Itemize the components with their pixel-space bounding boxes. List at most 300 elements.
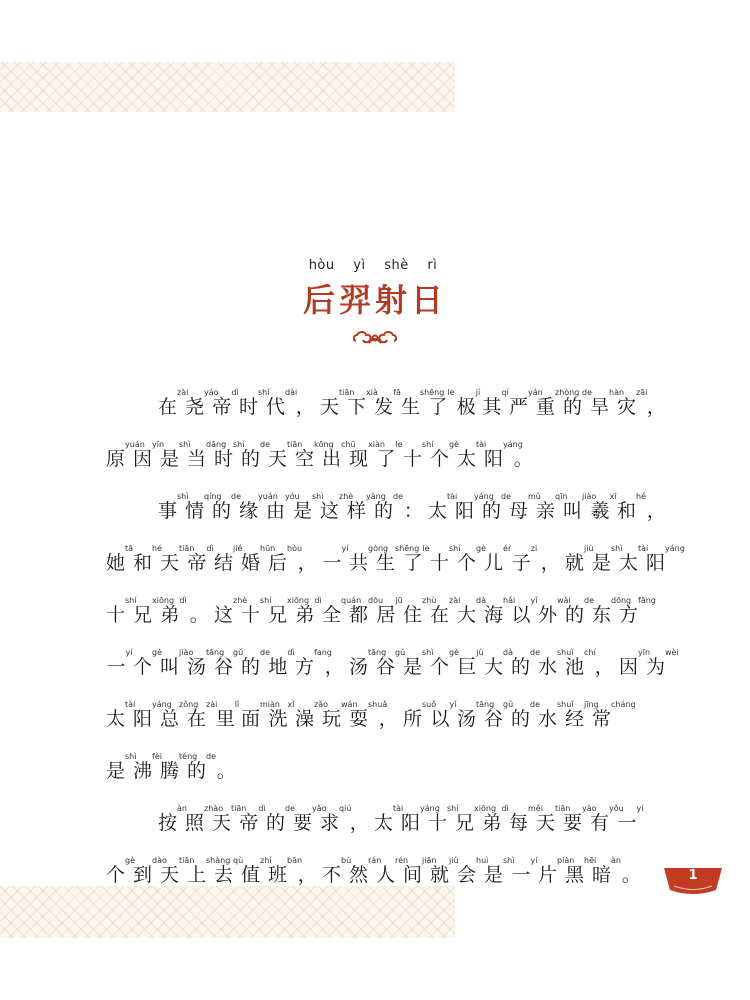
punctuation: ， [592, 648, 619, 679]
pinyin: tài [447, 492, 458, 501]
pinyin: yuán [258, 492, 278, 501]
punctuation: ， [347, 804, 374, 835]
pinyin: le [422, 544, 430, 553]
pinyin: hūn [260, 544, 276, 553]
pinyin: shí [422, 440, 434, 449]
hanzi-char: 有yǒu [590, 804, 624, 834]
hanzi-char: 弟dì [295, 596, 322, 626]
pinyin: xī [609, 492, 617, 501]
hanzi-char: 池chí [565, 648, 596, 678]
hanzi-char: 原yuán [106, 440, 145, 470]
pinyin: àn [611, 856, 621, 865]
hanzi-char: 太tài [619, 544, 649, 574]
pinyin: dì [501, 804, 509, 813]
hanzi-char: 到dào [133, 856, 167, 886]
pinyin [317, 544, 320, 553]
page-number: 1 [688, 868, 698, 883]
pinyin: wài [557, 596, 571, 605]
pinyin: huì [476, 856, 489, 865]
hanzi-char: 腾téng [160, 752, 198, 782]
hanzi-char: 亲qīn [536, 492, 568, 522]
pinyin: fā [393, 388, 401, 397]
pinyin: jiù [449, 856, 459, 865]
pinyin: àn [177, 804, 187, 813]
hanzi-char: 弟dì [482, 804, 509, 834]
hanzi-char: 旱hàn [590, 388, 625, 418]
pinyin: yí [636, 804, 644, 813]
hanzi-char: 阳yáng [401, 804, 440, 834]
pinyin: gǔ [395, 648, 406, 657]
hanzi-char: 子zi [511, 544, 538, 574]
punctuation: 。 [187, 596, 214, 627]
pinyin: xiōng [287, 596, 310, 605]
pinyin: tài [125, 700, 136, 709]
hanzi-char: 汤tāng [349, 648, 387, 678]
hanzi-char: 是shì [592, 544, 623, 574]
pinyin: yǒu [609, 804, 624, 813]
hanzi-char: 是shì [160, 440, 191, 470]
pinyin: chū [341, 440, 356, 449]
pinyin: rén [395, 856, 409, 865]
hanzi-char: 是shì [484, 856, 515, 886]
pinyin: le [447, 388, 455, 397]
pinyin [369, 804, 372, 813]
punctuation: 。 [619, 856, 646, 887]
pinyin [423, 492, 426, 501]
pinyin: jié [233, 544, 243, 553]
pinyin: gè [152, 648, 163, 657]
hanzi-char: 为wèi [646, 648, 679, 678]
pinyin: yán [528, 388, 543, 397]
pinyin [533, 440, 536, 449]
hanzi-char: 下xià [347, 388, 378, 418]
pinyin: zài [177, 388, 189, 397]
hanzi-char: 一yí [106, 648, 133, 678]
pinyin: shuǐ [557, 700, 574, 709]
pinyin [398, 700, 401, 709]
pinyin: dì [179, 596, 187, 605]
pinyin: dì [287, 648, 295, 657]
pinyin [614, 648, 617, 657]
pinyin: gǔ [503, 700, 514, 709]
pinyin: jīng [584, 700, 599, 709]
hanzi-char: 谷gǔ [214, 648, 244, 678]
hanzi-char: 兄xiōng [133, 596, 175, 626]
hanzi-char: 兄xiōng [268, 596, 310, 626]
pinyin: yǐ [449, 700, 457, 709]
hanzi-char: 天tiān [160, 544, 195, 574]
hanzi-char: 出chū [322, 440, 356, 470]
hanzi-char: 一yí [511, 856, 538, 886]
pinyin: gòng [368, 544, 389, 553]
hanzi-char: 的de [563, 388, 593, 418]
hanzi-char: 求qiú [320, 804, 352, 834]
hanzi-char: 叫jiào [563, 492, 597, 522]
pinyin: shì [503, 856, 515, 865]
hanzi-char: 耍shuǎ [349, 700, 388, 730]
pinyin: jiào [179, 648, 194, 657]
hanzi-char: 就jiù [430, 856, 459, 886]
pinyin: de [231, 492, 242, 501]
hanzi-char: 样yàng [347, 492, 386, 522]
hanzi-char: 她tā [106, 544, 134, 574]
hanzi-char: 重zhòng [536, 388, 580, 418]
pinyin: shì [611, 544, 623, 553]
hanzi-char: 不bù [322, 856, 352, 886]
punctuation: 。 [511, 440, 538, 471]
hanzi-char: 的de [511, 700, 541, 730]
pinyin: xiōng [152, 596, 175, 605]
pinyin: yáng [420, 804, 440, 813]
hanzi-char: 生shēng [401, 388, 445, 418]
pinyin: hé [636, 492, 647, 501]
text-line [106, 752, 646, 804]
pinyin [315, 388, 318, 397]
pinyin: dì [258, 804, 266, 813]
pinyin: dà [476, 596, 486, 605]
hanzi-char: 全quán [322, 596, 362, 626]
punctuation: ： [401, 492, 428, 523]
pinyin: yào [582, 804, 597, 813]
hanzi-char: 的de [511, 648, 541, 678]
hanzi-char: 天tiān [320, 388, 355, 418]
pinyin: hēi [584, 856, 597, 865]
pinyin: shí [449, 544, 461, 553]
hanzi-char: 玩wán [322, 700, 358, 730]
hanzi-char: 太tài [374, 804, 404, 834]
hanzi-char: 由yóu [266, 492, 300, 522]
pinyin: yí [530, 856, 538, 865]
pinyin: zhù [422, 596, 437, 605]
text-line [106, 440, 646, 492]
pinyin: shēng [420, 388, 445, 397]
pinyin: yáng [474, 492, 494, 501]
hanzi-char: 羲xī [590, 492, 617, 522]
hanzi-char: 谷gǔ [484, 700, 514, 730]
hanzi-char: 都dōu [349, 596, 384, 626]
hanzi-char: 个gè [430, 648, 460, 678]
pinyin: dāng [206, 440, 227, 449]
pinyin: qíng [204, 492, 222, 501]
hanzi-char: 方fang [295, 648, 332, 678]
pinyin: jù [476, 648, 484, 657]
hanzi-char: 洗xǐ [268, 700, 295, 730]
pinyin: hàn [609, 388, 625, 397]
hanzi-char: 天tiān [536, 804, 571, 834]
hanzi-char: 了le [428, 388, 455, 418]
hanzi-char: 了le [376, 440, 403, 470]
pinyin: zhào [204, 804, 224, 813]
hanzi-char: 十shí [106, 596, 137, 626]
title-block [0, 258, 750, 351]
hanzi-char: 和hé [133, 544, 163, 574]
hanzi-char: 沸fèi [133, 752, 162, 782]
pinyin: xiàn [368, 440, 385, 449]
pinyin: tài [393, 804, 404, 813]
hanzi-char: 按àn [158, 804, 187, 834]
hanzi-char: 发fā [374, 388, 401, 418]
hanzi-char: 去qù [214, 856, 244, 886]
pinyin: yāo [312, 804, 327, 813]
pinyin: tiān [287, 440, 303, 449]
pinyin: dì [314, 596, 322, 605]
hanzi-char: 要yào [563, 804, 597, 834]
story-text [106, 388, 685, 908]
pinyin: dào [152, 856, 167, 865]
hanzi-char: 兄xiōng [455, 804, 497, 834]
punctuation: ， [293, 388, 320, 419]
pinyin: shí [125, 596, 137, 605]
pinyin: gè [476, 544, 487, 553]
hanzi-char: 缘yuán [239, 492, 278, 522]
hanzi-char: 汤tāng [187, 648, 225, 678]
hanzi-char: 巨jù [457, 648, 484, 678]
pinyin: de [584, 596, 595, 605]
pinyin: bān [287, 856, 303, 865]
hanzi-char: 以yǐ [511, 596, 538, 626]
pinyin: tāng [476, 700, 495, 709]
hanzi-char: 是shì [293, 492, 324, 522]
hanzi-char: 在zài [158, 388, 189, 418]
pinyin: yǐ [530, 596, 538, 605]
hanzi-char: 这zhè [320, 492, 354, 522]
hanzi-char: 的de [266, 804, 296, 834]
pinyin: de [260, 648, 271, 657]
hanzi-char: 会huì [457, 856, 489, 886]
hanzi-char: 时shí [214, 440, 245, 470]
pinyin: ér [503, 544, 512, 553]
pinyin: yáng [665, 544, 685, 553]
punctuation: ， [295, 856, 322, 887]
pinyin: jiào [582, 492, 597, 501]
hanzi-char: 谷gǔ [376, 648, 406, 678]
hanzi-char: 当dāng [187, 440, 227, 470]
hanzi-char: 结jié [214, 544, 243, 574]
pinyin [317, 856, 320, 865]
pinyin: shí [260, 596, 272, 605]
decorative-pattern-band-bottom [0, 886, 455, 938]
hanzi-char: 里lǐ [215, 700, 240, 730]
pinyin: yáo [204, 388, 219, 397]
hanzi-char: 总zǒng [160, 700, 199, 730]
hanzi-char: 要yāo [293, 804, 327, 834]
pinyin: rán [368, 856, 382, 865]
hanzi-char: 居jū [376, 596, 403, 626]
pinyin: de [285, 804, 296, 813]
pinyin: jí [475, 388, 481, 397]
pinyin: piàn [557, 856, 575, 865]
hanzi-char: 这zhè [214, 596, 248, 626]
pinyin: tiān [555, 804, 571, 813]
pinyin: shì [179, 440, 191, 449]
hanzi-char: 儿ér [484, 544, 512, 574]
hanzi-char: 阳yáng [455, 492, 494, 522]
hanzi-char: 极jí [456, 388, 481, 418]
pinyin: zài [449, 596, 461, 605]
hanzi-char: 十shí [241, 596, 272, 626]
pinyin [666, 492, 669, 501]
hanzi-char: 就jiù [565, 544, 594, 574]
pinyin: zāi [636, 388, 648, 397]
pinyin: fang [314, 648, 332, 657]
hanzi-char: 然rán [349, 856, 382, 886]
pinyin: zǒng [179, 700, 199, 709]
pinyin: dōng [611, 596, 632, 605]
pinyin: zǎo [314, 700, 329, 709]
hanzi-char: 十shí [428, 804, 459, 834]
pinyin: tiān [231, 804, 247, 813]
text-line [106, 544, 685, 596]
hanzi-char: 十shí [430, 544, 461, 574]
pinyin: gè [449, 648, 460, 657]
hanzi-char: 每měi [509, 804, 543, 834]
pinyin: tāng [206, 648, 225, 657]
hanzi-char: 的de [241, 648, 271, 678]
pinyin: le [395, 440, 403, 449]
hanzi-char: 个gè [133, 648, 163, 678]
pinyin: yīn [638, 648, 651, 657]
pinyin: dì [231, 388, 239, 397]
pinyin: tài [476, 440, 487, 449]
pinyin: qí [501, 388, 509, 397]
pinyin: yí [125, 648, 133, 657]
pinyin: de [260, 440, 271, 449]
hanzi-char: 和hé [617, 492, 647, 522]
hanzi-char: 太tài [457, 440, 487, 470]
pinyin: shàng [206, 856, 231, 865]
pinyin: bù [341, 856, 352, 865]
pinyin: yáng [152, 700, 172, 709]
pinyin: de [582, 388, 593, 397]
pinyin: jiù [584, 544, 594, 553]
pinyin: kōng [314, 440, 334, 449]
hanzi-char: 大dà [457, 596, 486, 626]
hanzi-char: 方fāng [619, 596, 656, 626]
pinyin: zài [206, 700, 218, 709]
page-title: 后羿射日 [302, 281, 447, 319]
hanzi-char: 地dì [268, 648, 295, 678]
punctuation: ， [295, 544, 322, 575]
hanzi-char: 上shàng [187, 856, 231, 886]
text-line [106, 648, 679, 700]
hanzi-char: 的de [241, 440, 271, 470]
hanzi-char: 后hòu [268, 544, 303, 574]
hanzi-char: 一yí [322, 544, 349, 574]
hanzi-char: 间jiān [403, 856, 437, 886]
pinyin: shì [422, 648, 434, 657]
pinyin: suǒ [422, 700, 437, 709]
hanzi-char: 暗àn [592, 856, 621, 886]
hanzi-char: 班bān [268, 856, 303, 886]
pinyin: zhè [339, 492, 354, 501]
hanzi-char: 所suǒ [403, 700, 437, 730]
pinyin: shuǎ [368, 700, 388, 709]
hanzi-char: 个gè [106, 856, 136, 886]
hanzi-char: 阳yáng [484, 440, 523, 470]
pinyin: dōu [368, 596, 384, 605]
pinyin: qù [233, 856, 244, 865]
punctuation: ， [538, 544, 565, 575]
hanzi-char: 天tiān [212, 804, 247, 834]
text-line [106, 804, 646, 856]
hanzi-char: 水shuǐ [538, 700, 574, 730]
pinyin: mǔ [528, 492, 541, 501]
hanzi-char: 照zhào [185, 804, 224, 834]
pinyin: shì [177, 492, 189, 501]
hanzi-char: 空kōng [295, 440, 334, 470]
hanzi-char: 共gòng [349, 544, 389, 574]
pinyin: yuán [125, 440, 145, 449]
hanzi-char: 外wài [538, 596, 571, 626]
pinyin: quán [341, 596, 362, 605]
hanzi-char: 了le [403, 544, 430, 574]
pinyin: shì [312, 492, 324, 501]
hanzi-char: 叫jiào [160, 648, 194, 678]
hanzi-char: 因yīn [133, 440, 165, 470]
pinyin: shí [258, 388, 270, 397]
hanzi-char: 黑hēi [565, 856, 597, 886]
pinyin: fèi [152, 752, 162, 761]
hanzi-char: 的de [374, 492, 404, 522]
pinyin: hòu [287, 544, 303, 553]
pinyin: fāng [638, 596, 656, 605]
pinyin: hé [152, 544, 163, 553]
hanzi-char: 以yǐ [430, 700, 457, 730]
pinyin: yàng [366, 492, 386, 501]
pinyin: miàn [260, 700, 281, 709]
pinyin: gǔ [233, 648, 244, 657]
pinyin: shuǐ [557, 648, 574, 657]
hanzi-char: 是shì [403, 648, 434, 678]
hanzi-char: 太tài [428, 492, 458, 522]
hanzi-char: 严yán [509, 388, 543, 418]
hanzi-char: 海hǎi [484, 596, 516, 626]
hanzi-char: 经jīng [565, 700, 599, 730]
pinyin: zhè [233, 596, 248, 605]
pinyin: cháng [611, 700, 636, 709]
hanzi-char: 代dài [266, 388, 298, 418]
pinyin [236, 752, 239, 761]
pinyin: de [206, 752, 217, 761]
text-line [106, 596, 656, 648]
hanzi-char: 事shì [158, 492, 189, 522]
pinyin: tiān [339, 388, 355, 397]
pinyin: xiōng [474, 804, 497, 813]
pinyin: wán [341, 700, 358, 709]
pinyin [209, 596, 212, 605]
hanzi-char: 汤tāng [457, 700, 495, 730]
page-number-badge [662, 866, 724, 896]
hanzi-char: 的de [565, 596, 595, 626]
hanzi-char: 现xiàn [349, 440, 385, 470]
hanzi-char: 的de [187, 752, 217, 782]
hanzi-char: 阳yáng [133, 700, 172, 730]
hanzi-char: 住zhù [403, 596, 437, 626]
pinyin: jū [395, 596, 403, 605]
pinyin: de [530, 700, 541, 709]
pinyin: shí [447, 804, 459, 813]
pinyin: zhòng [555, 388, 580, 397]
hanzi-char: 帝dì [239, 804, 266, 834]
pinyin: shēng [395, 544, 420, 553]
hanzi-char: 情qíng [185, 492, 222, 522]
punctuation: ， [644, 492, 671, 523]
hanzi-char: 因yīn [619, 648, 651, 678]
hanzi-char: 常cháng [592, 700, 636, 730]
pinyin: zi [530, 544, 538, 553]
pinyin: de [530, 648, 541, 657]
pinyin: tā [125, 544, 134, 553]
